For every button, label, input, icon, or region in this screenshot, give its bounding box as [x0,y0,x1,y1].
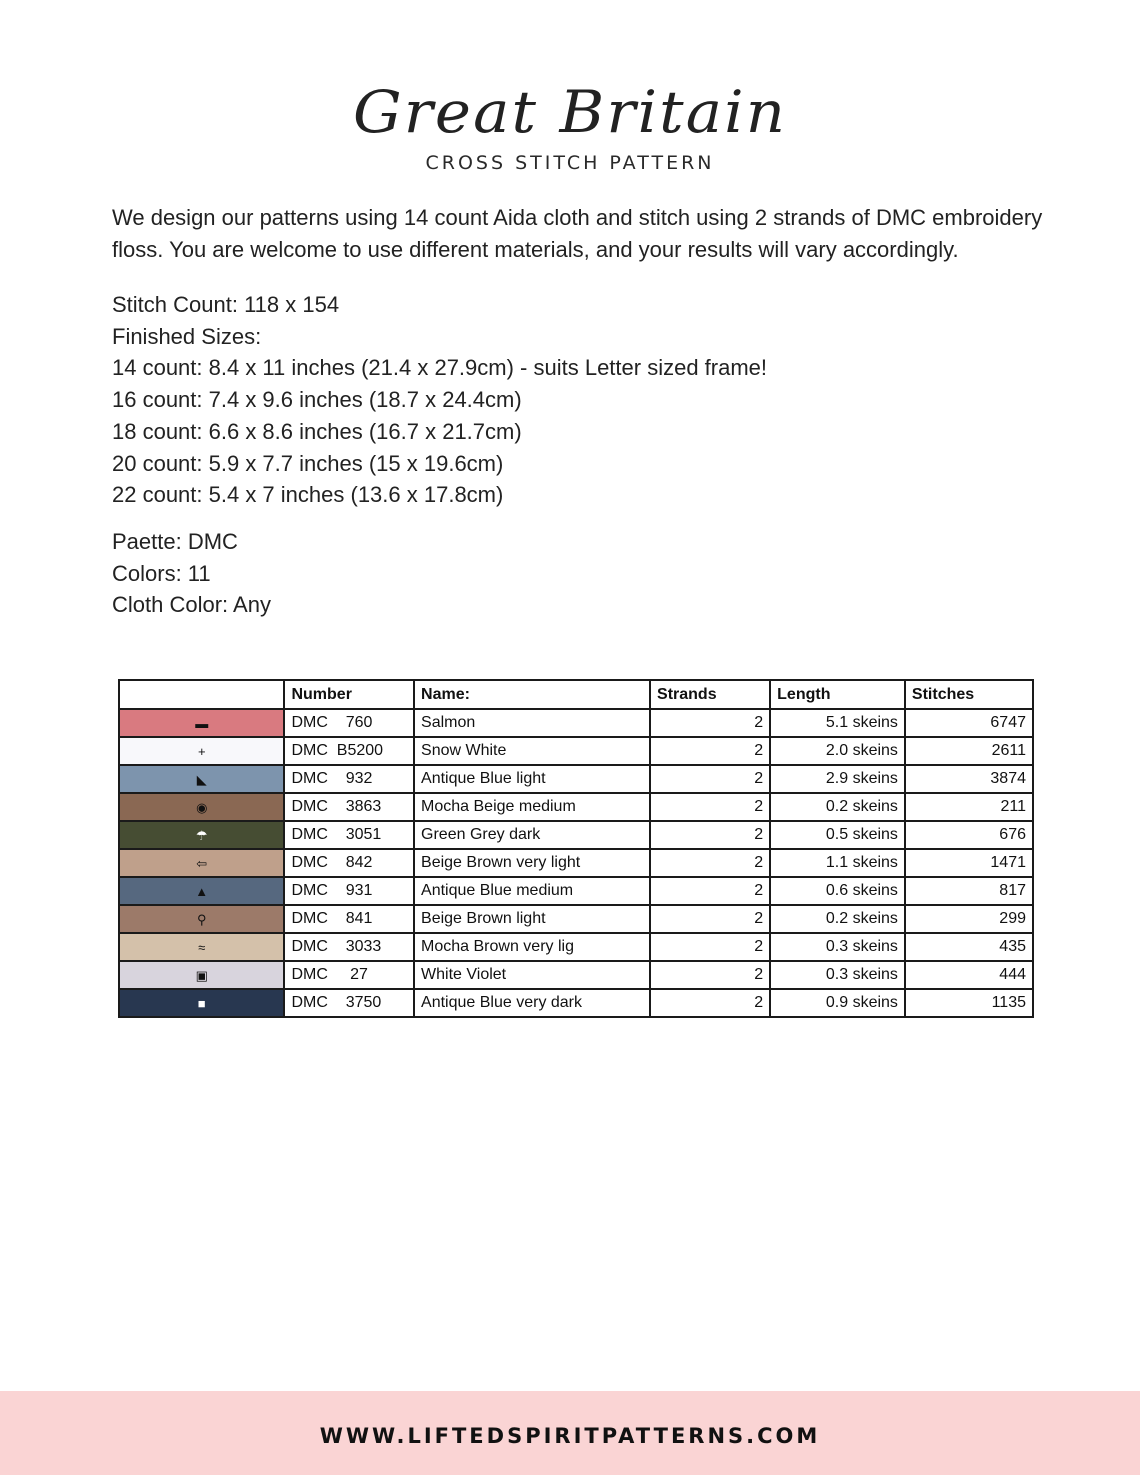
floss-strands: 2 [650,989,770,1017]
floss-name: Mocha Brown very lig [414,933,650,961]
table-row [119,709,1033,737]
floss-name: Green Grey dark [414,821,650,849]
floss-length: 2.9 skeins [770,765,905,793]
stitch-symbol-icon: ⇦ [196,855,208,871]
floss-stitches: 444 [905,961,1033,989]
floss-length: 0.2 skeins [770,793,905,821]
floss-number: DMC 932 [284,765,414,793]
color-swatch [119,905,284,933]
table-row [119,877,1033,905]
floss-number: DMC 3033 [284,933,414,961]
floss-number: DMC 27 [284,961,414,989]
stitch-symbol-icon: ≈ [198,939,206,955]
floss-length: 2.0 skeins [770,737,905,765]
floss-stitches: 1135 [905,989,1033,1017]
header-length: Length [770,680,905,709]
floss-strands: 2 [650,961,770,989]
stitch-symbol-icon: ▲ [195,883,209,899]
stitch-symbol-icon: ⚲ [196,911,207,927]
intro-paragraph [112,202,1043,266]
cloth-color-line: Cloth Color: Any [112,592,271,618]
palette-info-block [112,526,271,621]
page-title: Great Britain [352,78,788,146]
stitch-symbol-icon: ■ [197,995,206,1011]
intro-line-2: floss. You are welcome to use different materials, and your results will vary accordingly. [112,237,959,262]
floss-length: 1.1 skeins [770,849,905,877]
finished-sizes-label: Finished Sizes: [112,323,262,349]
intro-line-1: We design our patterns using 14 count Aida cloth and stitch using 2 strands of DMC embroidery [112,205,1043,230]
stitch-symbol-icon: ▬ [195,715,209,731]
floss-number: DMC 842 [284,849,414,877]
floss-name: Beige Brown very light [414,849,650,877]
floss-stitches: 299 [905,905,1033,933]
color-swatch [119,961,284,989]
floss-strands: 2 [650,849,770,877]
floss-number: DMC 3051 [284,821,414,849]
table-row [119,821,1033,849]
floss-length: 0.3 skeins [770,933,905,961]
floss-name: Salmon [414,709,650,737]
floss-name: Snow White [414,737,650,765]
color-swatch [119,737,284,765]
stitch-symbol-icon: ▣ [195,967,208,983]
floss-strands: 2 [650,737,770,765]
floss-length: 5.1 skeins [770,709,905,737]
floss-strands: 2 [650,933,770,961]
table-row [119,961,1033,989]
floss-strands: 2 [650,765,770,793]
header-stitches: Stitches [905,680,1033,709]
floss-name: Antique Blue light [414,765,650,793]
floss-strands: 2 [650,905,770,933]
floss-stitches: 6747 [905,709,1033,737]
color-swatch [119,821,284,849]
table-row [119,793,1033,821]
floss-number: DMC B5200 [284,737,414,765]
color-swatch [119,765,284,793]
floss-stitches: 1471 [905,849,1033,877]
footer-url[interactable]: WWW.LIFTEDSPIRITPATTERNS.COM [319,1424,821,1448]
floss-strands: 2 [650,821,770,849]
table-row [119,933,1033,961]
floss-length: 0.3 skeins [770,961,905,989]
floss-number: DMC 3863 [284,793,414,821]
color-swatch [119,989,284,1017]
stitch-symbol-icon: + [197,743,206,759]
floss-stitches: 3874 [905,765,1033,793]
table-row [119,849,1033,877]
color-swatch [119,933,284,961]
stitch-symbol-icon: ☂ [195,827,208,843]
floss-name: White Violet [414,961,650,989]
floss-number: DMC 841 [284,905,414,933]
header-strands: Strands [650,680,770,709]
stitch-symbol-icon: ◣ [196,771,207,787]
floss-length: 0.6 skeins [770,877,905,905]
specs-block [112,289,767,511]
header-swatch [119,680,284,709]
size-14-count: 14 count: 8.4 x 11 inches (21.4 x 27.9cm) - suits Letter sized frame! [112,355,768,381]
table-body [119,709,1033,1017]
color-swatch [119,877,284,905]
table-row [119,765,1033,793]
floss-name: Mocha Beige medium [414,793,650,821]
floss-name: Antique Blue medium [414,877,650,905]
floss-number: DMC 760 [284,709,414,737]
size-16-count: 16 count: 7.4 x 9.6 inches (18.7 x 24.4cm) [112,387,522,413]
floss-name: Beige Brown light [414,905,650,933]
floss-number: DMC 931 [284,877,414,905]
stitch-count: Stitch Count: 118 x 154 [112,292,340,317]
floss-number: DMC 3750 [284,989,414,1017]
color-swatch [119,849,284,877]
table-row [119,989,1033,1017]
floss-stitches: 2611 [905,737,1033,765]
floss-stitches: 435 [905,933,1033,961]
header-name: Name: [414,680,650,709]
page-subtitle: CROSS STITCH PATTERN [425,152,715,174]
table-row [119,905,1033,933]
floss-length: 0.5 skeins [770,821,905,849]
floss-stitches: 676 [905,821,1033,849]
floss-stitches: 211 [905,793,1033,821]
size-20-count: 20 count: 5.9 x 7.7 inches (15 x 19.6cm) [112,450,504,476]
color-swatch [119,709,284,737]
color-swatch [119,793,284,821]
stitch-symbol-icon: ◉ [196,799,208,815]
table-row [119,737,1033,765]
colors-line: Colors: 11 [112,560,211,586]
floss-table [118,679,1034,1018]
size-22-count: 22 count: 5.4 x 7 inches (13.6 x 17.8cm) [112,482,504,508]
floss-stitches: 817 [905,877,1033,905]
palette-line: Paette: DMC [112,529,238,554]
table-header-row [119,680,1033,709]
floss-name: Antique Blue very dark [414,989,650,1017]
floss-length: 0.2 skeins [770,905,905,933]
floss-strands: 2 [650,877,770,905]
size-18-count: 18 count: 6.6 x 8.6 inches (16.7 x 21.7cm) [112,418,522,444]
floss-strands: 2 [650,793,770,821]
header-number: Number [284,680,414,709]
floss-length: 0.9 skeins [770,989,905,1017]
floss-strands: 2 [650,709,770,737]
